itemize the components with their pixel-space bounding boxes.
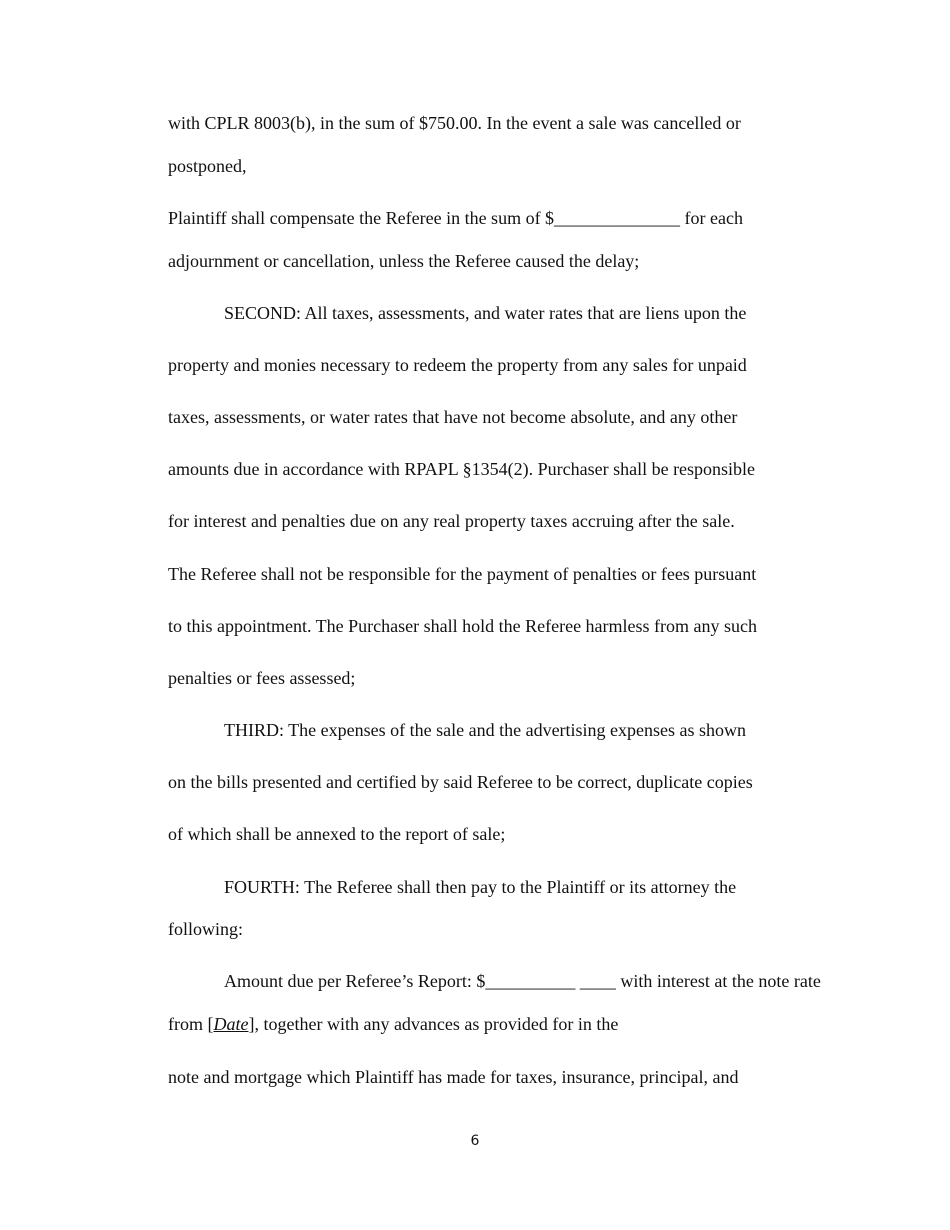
date-line xyxy=(168,1013,618,1035)
text-line: property and monies necessary to redeem the property from any sales for unpaid xyxy=(168,355,747,375)
text-line: of which shall be annexed to the report of sale; xyxy=(168,824,506,844)
text-line: The Referee shall not be responsible for the payment of penalties or fees pursuant xyxy=(168,564,757,584)
date-line-before: from [ xyxy=(168,1014,214,1034)
text-line: to this appointment. The Purchaser shall hold the Referee harmless from any such xyxy=(168,616,758,636)
text-line: adjournment or cancellation, unless the Referee caused the delay; xyxy=(168,251,640,271)
text-line: amounts due in accordance with RPAPL §1354(2). Purchaser shall be responsible xyxy=(168,459,756,479)
text-line: on the bills presented and certified by said Referee to be correct, duplicate copies xyxy=(168,772,753,792)
text-line: with CPLR 8003(b), in the sum of $750.00. In the event a sale was cancelled or xyxy=(168,113,741,133)
text-line: penalties or fees assessed; xyxy=(168,668,356,688)
paragraph-fourth-start: FOURTH: The Referee shall then pay to the Plaintiff or its attorney the xyxy=(224,877,737,897)
text-line: for interest and penalties due on any real property taxes accruing after the sale. xyxy=(168,511,735,531)
page-number: 6 xyxy=(470,1133,480,1149)
text-line: note and mortgage which Plaintiff has made for taxes, insurance, principal, and xyxy=(168,1067,739,1087)
text-line: Plaintiff shall compensate the Referee in the sum of $______________ for each xyxy=(168,208,744,228)
text-line: postponed, xyxy=(168,156,247,176)
amount-due-line: Amount due per Referee’s Report: $__________ ____ with interest at the note rate xyxy=(224,971,821,991)
paragraph-second-start: SECOND: All taxes, assessments, and water rates that are liens upon the xyxy=(224,303,747,323)
date-placeholder: Date xyxy=(213,1014,249,1034)
date-line-after: ], together with any advances as provided for in the xyxy=(248,1014,619,1034)
paragraph-third-start: THIRD: The expenses of the sale and the advertising expenses as shown xyxy=(224,720,747,740)
text-line: following: xyxy=(168,919,243,939)
text-line: taxes, assessments, or water rates that have not become absolute, and any other xyxy=(168,407,738,427)
